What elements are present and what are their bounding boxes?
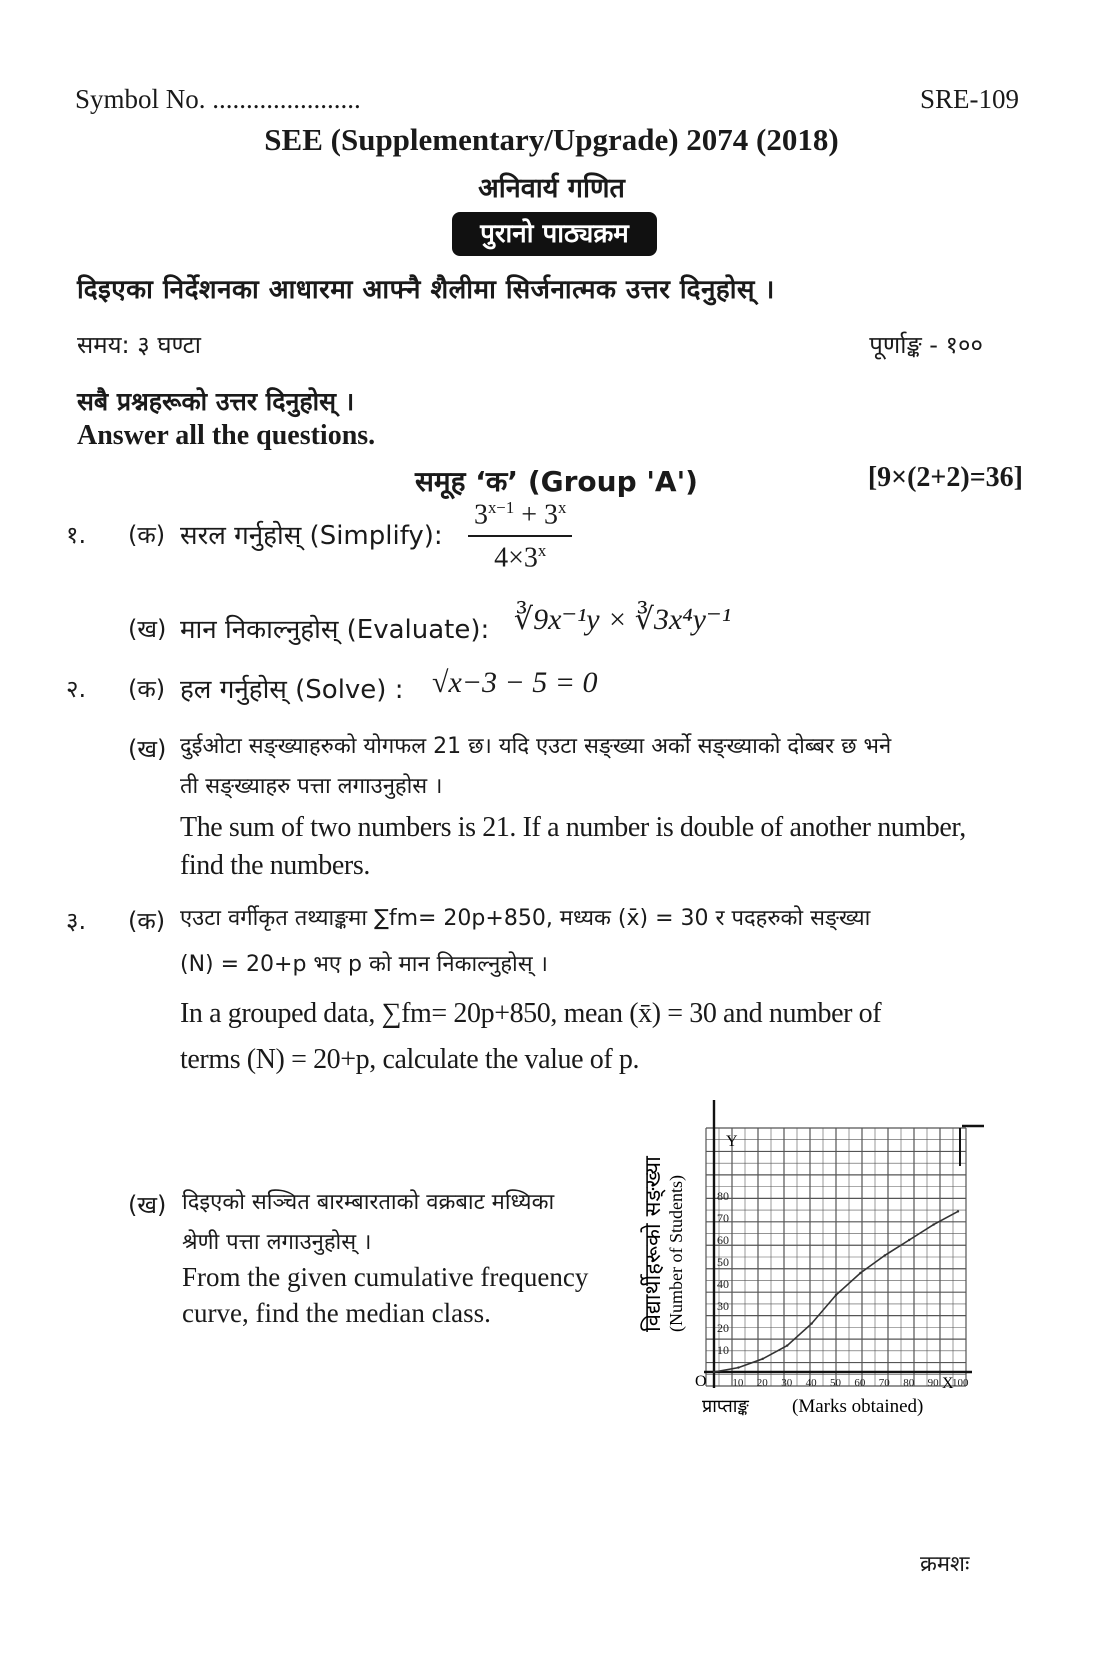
y-axis-label-english: (Number of Students) <box>666 1175 686 1332</box>
fraction-exponent: x <box>558 498 567 517</box>
question-1b-text: मान निकाल्नुहोस् (Evaluate): <box>180 615 490 645</box>
y-tick-label: 10 <box>717 1343 729 1357</box>
chart-ticks <box>713 1189 969 1389</box>
x-tick-label: 60 <box>854 1377 866 1389</box>
x-tick-label: 90 <box>927 1377 939 1389</box>
fraction-base: 3 <box>474 499 488 531</box>
question-1a-fraction <box>468 498 572 575</box>
y-tick-label: 30 <box>717 1299 729 1313</box>
exam-title: SEE (Supplementary/Upgrade) 2074 (2018) <box>264 122 839 157</box>
fraction-denominator: 4×3 <box>494 542 538 574</box>
fraction-exponent: x−1 <box>488 498 515 517</box>
question-3b-nepali-line-2: श्रेणी पत्ता लगाउनुहोस् । <box>182 1230 372 1255</box>
continued-note: क्रमशः <box>920 1552 970 1577</box>
x-axis-label-nepali: प्राप्ताङ्क <box>702 1396 749 1417</box>
question-3a-label: (क) <box>128 907 166 935</box>
x-axis-end-letter: X <box>942 1375 954 1392</box>
y-tick-label: 70 <box>717 1211 729 1225</box>
group-label: समूह ‘क’ (Group 'A') <box>415 465 698 498</box>
answer-all-english: Answer all the questions. <box>77 420 376 451</box>
x-tick-label: 70 <box>878 1377 890 1389</box>
question-3a-english-line-2: terms (N) = 20+p, calculate the value of p. <box>180 1044 640 1075</box>
fraction-plus-term: + 3 <box>514 499 559 531</box>
question-2b-english-line-2: find the numbers. <box>180 850 370 881</box>
question-2a-text: हल गर्नुहोस् (Solve) : <box>180 675 404 705</box>
question-2a-expression: √x−3 − 5 = 0 <box>432 666 598 699</box>
question-3b-english-line-2: curve, find the median class. <box>182 1298 491 1328</box>
y-tick-label: 40 <box>717 1277 729 1291</box>
question-number-1: १. <box>66 521 87 549</box>
question-3a-nepali-line-1: एउटा वर्गीकृत तथ्याङ्कमा ∑fm= 20p+850, मध्यक (x̄) = 30 र पदहरुको सङ्ख्या <box>180 906 871 931</box>
question-number-3: ३. <box>66 907 87 935</box>
question-1b-label: (ख) <box>128 615 167 643</box>
answer-all-nepali: सबै प्रश्नहरूको उत्तर दिनुहोस् । <box>77 387 355 416</box>
general-instruction: दिइएका निर्देशनका आधारमा आफ्नै शैलीमा सिर्जनात्मक उत्तर दिनुहोस् । <box>77 275 775 305</box>
cumulative-frequency-chart <box>640 1100 1000 1450</box>
subject-title: अनिवार्य गणित <box>478 173 625 204</box>
question-1b-expression: ∛9x⁻¹y × ∛3x⁴y⁻¹ <box>514 603 731 636</box>
y-tick-label: 50 <box>717 1255 729 1269</box>
chart-axes <box>704 1100 984 1388</box>
fraction-exponent: x <box>537 541 547 561</box>
x-tick-label: 30 <box>781 1377 793 1389</box>
origin-label: O <box>695 1373 707 1390</box>
curriculum-badge: पुरानो पाठ्यक्रम <box>452 212 657 256</box>
y-tick-label: 60 <box>717 1233 729 1247</box>
x-axis-label-english: (Marks obtained) <box>792 1396 924 1417</box>
y-tick-label: 20 <box>717 1321 729 1335</box>
question-3b-label: (ख) <box>128 1191 167 1219</box>
x-tick-label: 50 <box>830 1377 841 1389</box>
question-1a-text: सरल गर्नुहोस् (Simplify): <box>180 521 443 551</box>
paper-code: SRE-109 <box>919 84 1019 114</box>
x-tick-label: 100 <box>952 1377 969 1389</box>
question-2b-label: (ख) <box>128 735 167 763</box>
question-2b-nepali-line-1: दुईओटा सङ्ख्याहरुको योगफल 21 छ। यदि एउटा सङ्ख्या अर्को सङ्ख्याको दोब्बर छ भने <box>180 734 892 759</box>
x-tick-label: 20 <box>756 1377 768 1389</box>
ogive-svg <box>640 1100 1000 1450</box>
time-allowed: समय: ३ घण्टा <box>77 331 201 359</box>
full-marks: पूर्णाङ्क - १०० <box>869 331 983 359</box>
question-3b-english-line-1: From the given cumulative frequency <box>182 1262 589 1292</box>
question-2a-label: (क) <box>128 675 166 703</box>
x-tick-label: 40 <box>805 1377 817 1389</box>
question-1a-label: (क) <box>128 521 166 549</box>
y-tick-label: 80 <box>717 1189 729 1203</box>
chart-grid <box>706 1128 966 1386</box>
question-3a-english-line-1: In a grouped data, ∑fm= 20p+850, mean (x̄) = 30 and number of <box>180 998 882 1029</box>
symbol-number: Symbol No. ...................... <box>75 84 361 114</box>
question-3b-nepali-line-1: दिइएको सञ्चित बारम्बारताको वक्रबाट मध्यिका <box>182 1190 555 1215</box>
question-2b-english-line-1: The sum of two numbers is 21. If a number is double of another number, <box>180 812 966 843</box>
y-axis-label-nepali: विद्यार्थीहरूको सङ्ख्या <box>641 1156 666 1332</box>
question-3a-nepali-line-2: (N) = 20+p भए p को मान निकाल्नुहोस् । <box>180 952 548 977</box>
x-tick-label: 80 <box>903 1377 915 1389</box>
group-marks: [9×(2+2)=36] <box>867 462 1023 493</box>
question-2b-nepali-line-2: ती सङ्ख्याहरु पत्ता लगाउनुहोस । <box>180 774 443 799</box>
y-axis-letter: Y <box>726 1133 738 1150</box>
x-tick-label: 10 <box>732 1377 744 1389</box>
question-number-2: २. <box>66 675 87 703</box>
